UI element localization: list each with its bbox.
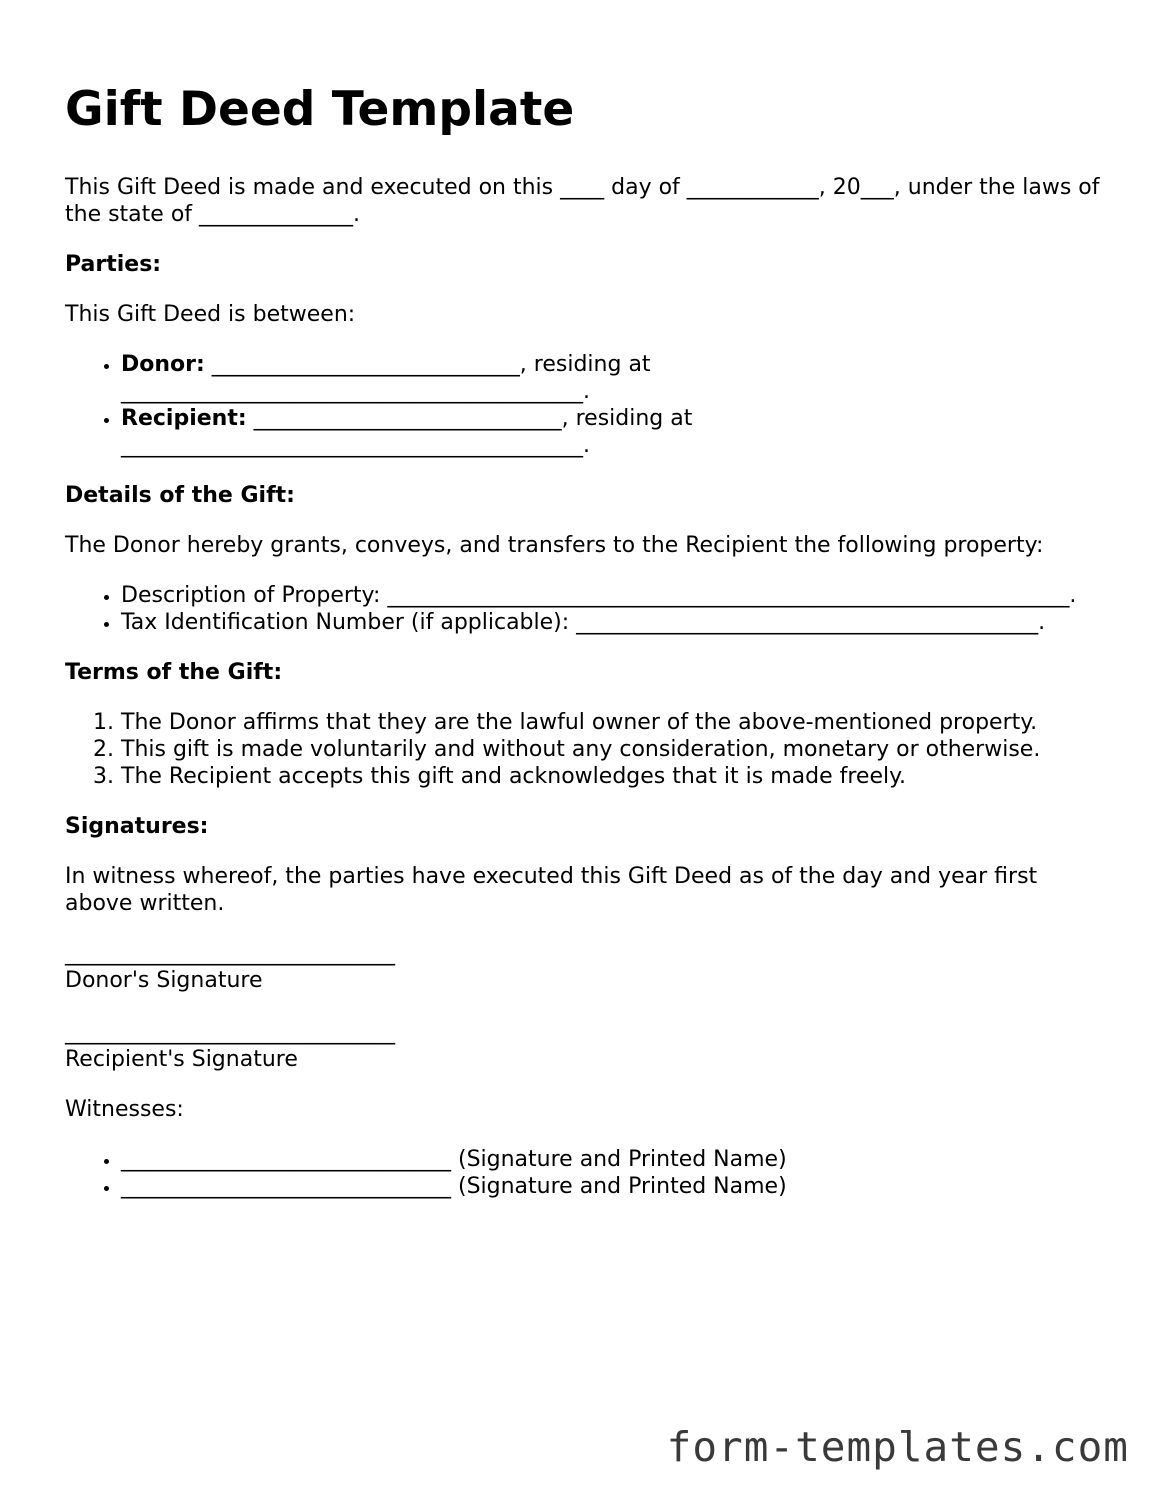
recipient-signature-line: ______________________________ [65, 1020, 395, 1045]
term-item: 2. This gift is made voluntarily and without any consideration, monetary or otherwise. [121, 736, 1105, 763]
signatures-heading: Signatures: [65, 814, 209, 839]
intro-paragraph: This Gift Deed is made and executed on this ____ day of ____________, 20___, under the laws of the state of ______________. [65, 175, 1100, 227]
witnesses-list [65, 1146, 1105, 1200]
witness-item: • ______________________________ (Signature and Printed Name) [121, 1146, 1105, 1173]
term-item: 1. The Donor affirms that they are the lawful owner of the above-mentioned property. [121, 709, 1105, 736]
recipient-signature-block [65, 1019, 1105, 1073]
donor-signature-label: Donor's Signature [65, 968, 263, 993]
property-description-item: • Description of Property: ______________________________________________________________. [121, 582, 1105, 609]
donor-label: Donor: [121, 352, 205, 377]
gift-details-heading: Details of the Gift: [65, 483, 295, 508]
gift-details-intro: The Donor hereby grants, conveys, and transfers to the Recipient the following property: [65, 533, 1044, 558]
document-page [65, 80, 1105, 1223]
signatures-intro: In witness whereof, the parties have executed this Gift Deed as of the day and year first above written. [65, 864, 1038, 916]
terms-heading: Terms of the Gift: [65, 660, 283, 685]
witness-item: • ______________________________ (Signature and Printed Name) [121, 1173, 1105, 1200]
recipient-signature-label: Recipient's Signature [65, 1047, 298, 1072]
witnesses-label: Witnesses: [65, 1097, 184, 1122]
recipient-item [121, 405, 1105, 459]
document-title: Gift Deed Template [65, 82, 575, 137]
recipient-label: Recipient: [121, 406, 247, 431]
parties-list [65, 351, 1105, 459]
donor-text: ____________________________, residing at __________________________________________. [121, 352, 651, 404]
donor-signature-block [65, 940, 1105, 994]
term-item: 3. The Recipient accepts this gift and acknowledges that it is made freely. [121, 763, 1105, 790]
tax-id-item: • Tax Identification Number (if applicable): __________________________________________. [121, 609, 1105, 636]
parties-heading: Parties: [65, 252, 162, 277]
donor-signature-line: ______________________________ [65, 941, 395, 966]
gift-details-list [65, 582, 1105, 636]
watermark-text: form-templates.com [666, 1423, 1129, 1471]
recipient-text: ____________________________, residing at __________________________________________. [121, 406, 693, 458]
parties-intro: This Gift Deed is between: [65, 302, 356, 327]
donor-item [121, 351, 1105, 405]
terms-list [65, 709, 1105, 790]
